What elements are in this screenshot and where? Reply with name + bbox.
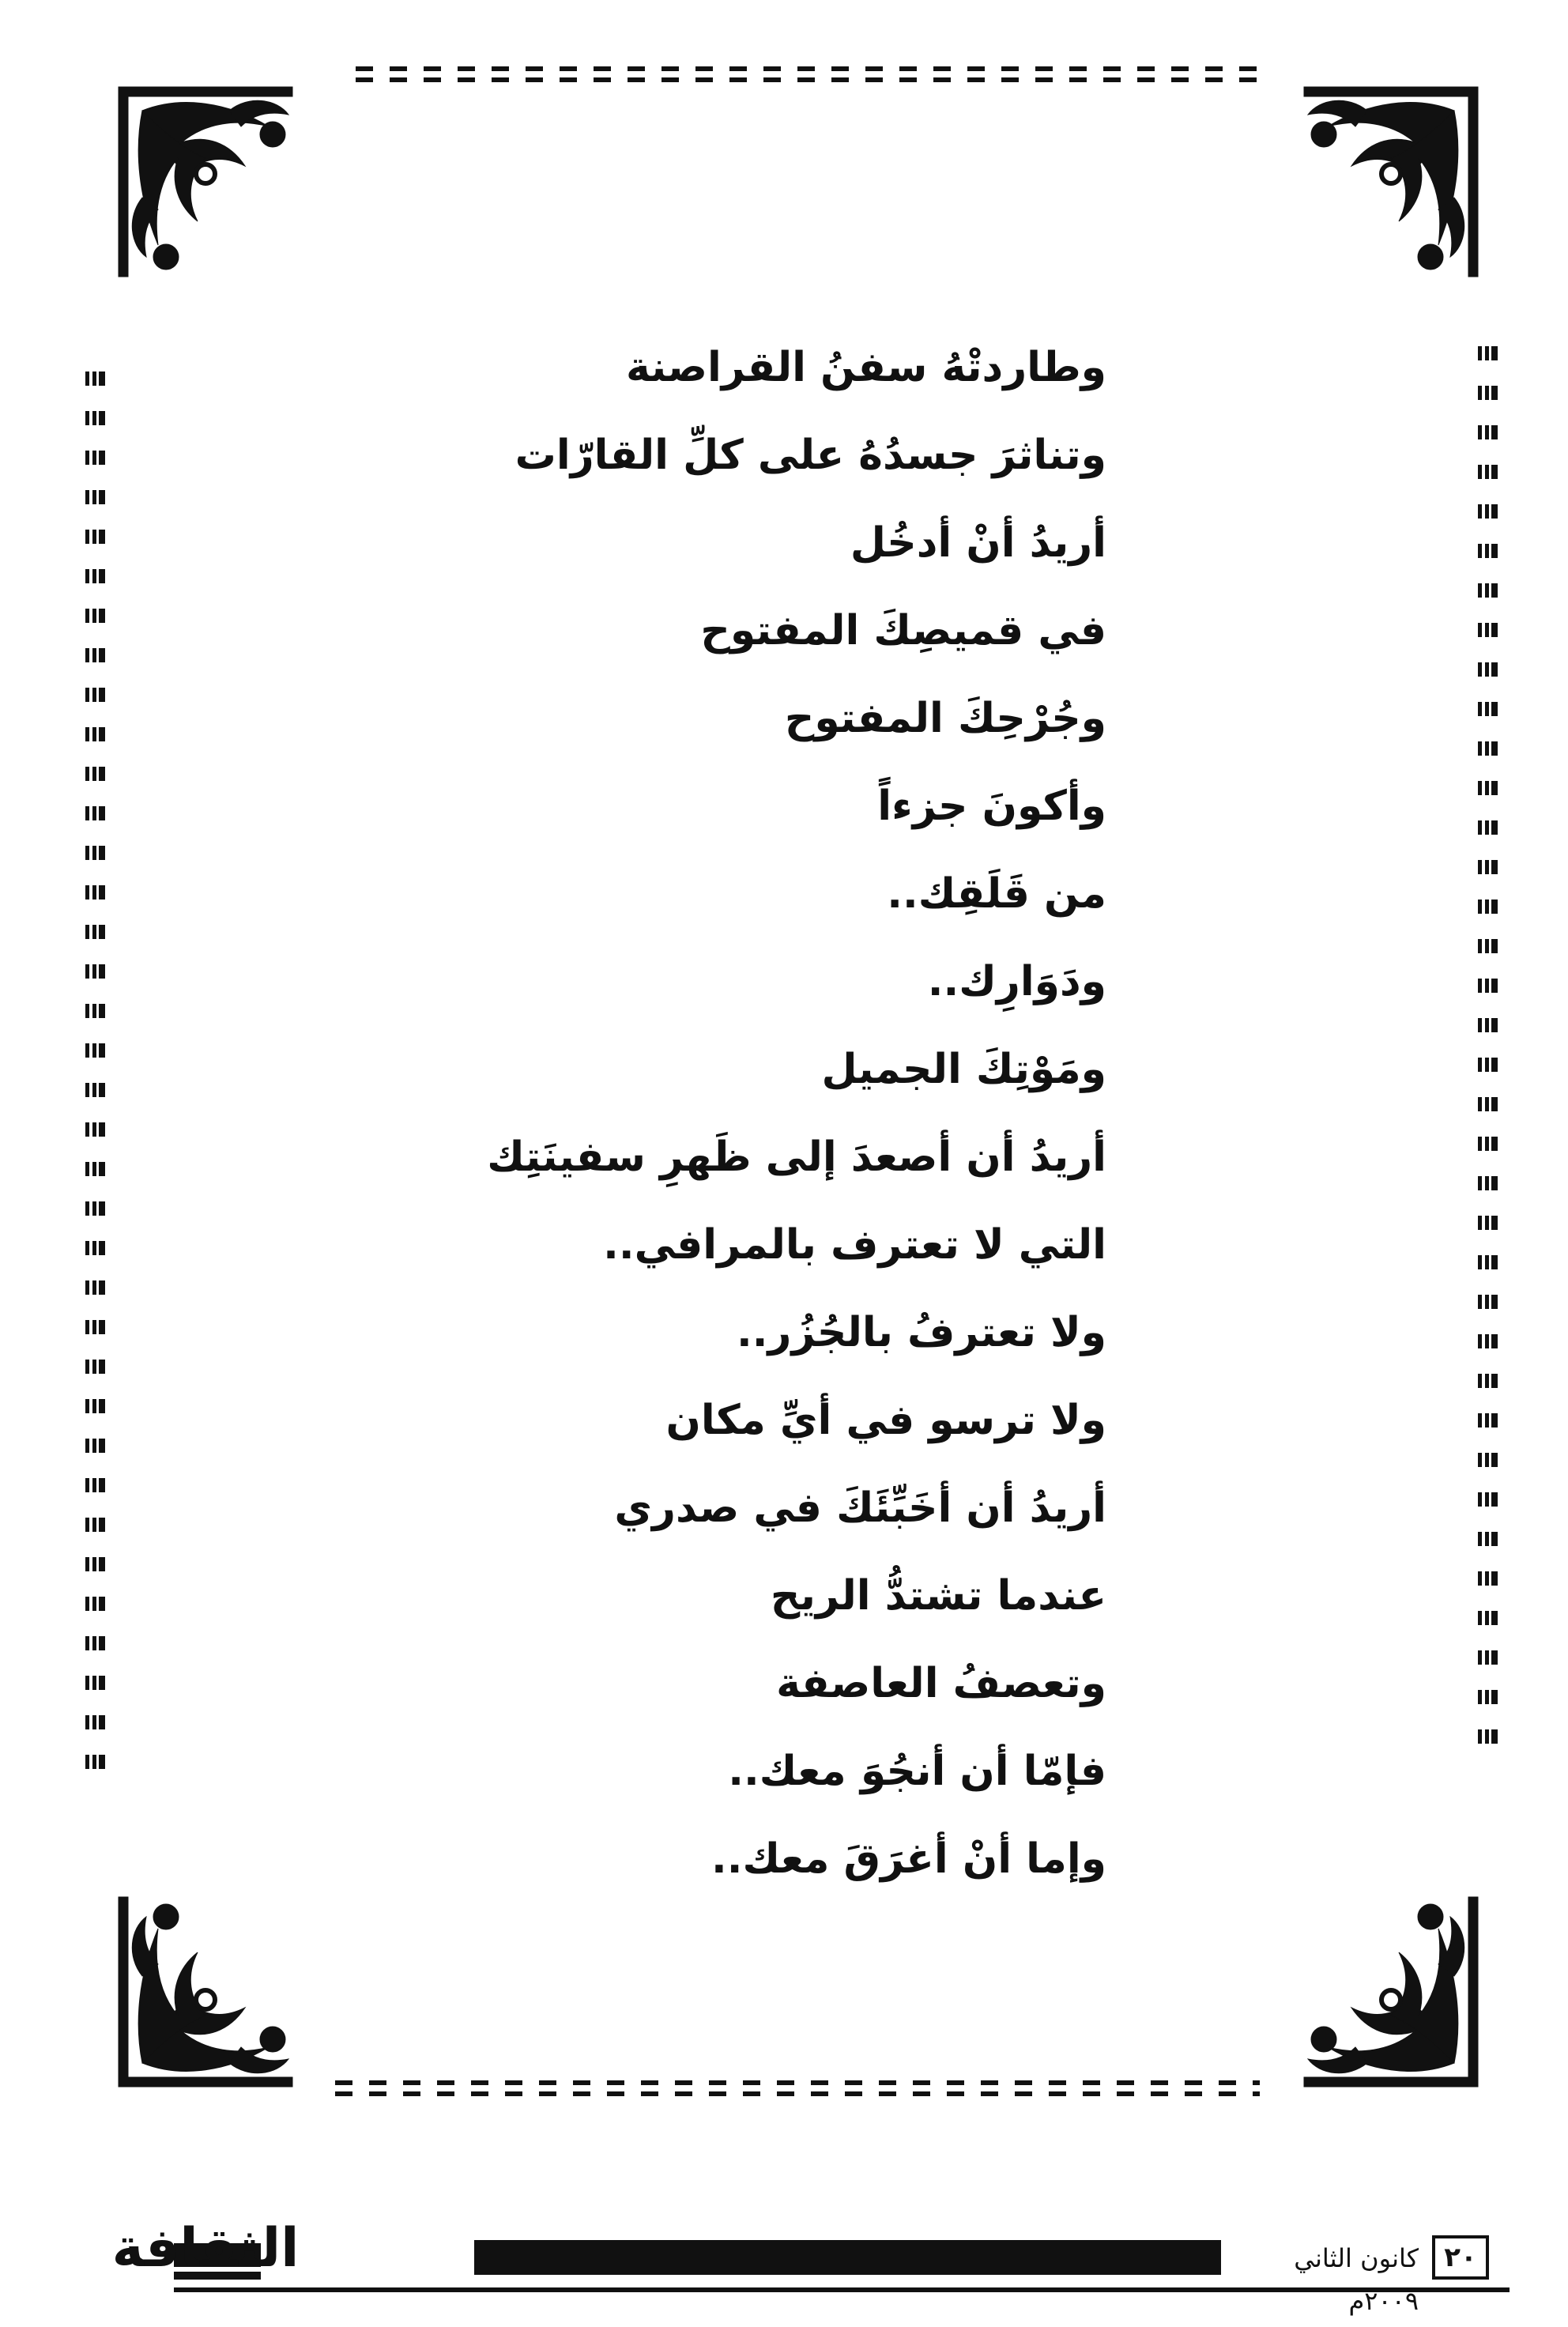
floral-corner-ornament-icon [1296, 79, 1486, 285]
magazine-name: الثقافة [111, 2217, 300, 2280]
top-dashed-border [356, 65, 1257, 84]
poem-line: ولا تعترفُ بالجُزُر.. [737, 1309, 1106, 1356]
poem-line: عندما تشتدُّ الريح [770, 1572, 1106, 1620]
footer-rule [174, 2287, 1510, 2292]
poem-line: فإمّا أن أنجُوَ معك.. [728, 1748, 1106, 1795]
poem-line: وتناثرَ جسدُهُ على كلِّ القارّات [514, 432, 1106, 479]
poem-line: وجُرْحِكَ المفتوح [784, 695, 1106, 742]
right-vertical-border [1478, 346, 1498, 1761]
poem-line: وأكونَ جزءاً [877, 783, 1106, 830]
floral-corner-ornament-icon [111, 79, 300, 285]
poem-line: في قميصِكَ المفتوح [700, 607, 1106, 654]
floral-corner-ornament-icon [1296, 1889, 1486, 2095]
poem-line: التي لا تعترف بالمرافي.. [603, 1221, 1106, 1269]
poem-line: ولا ترسو في أيِّ مكان [665, 1397, 1106, 1444]
footer-bar [474, 2240, 1221, 2275]
issue-date: كانون الثاني ٢٠٠٩م [1294, 2243, 1419, 2316]
poem-line: أريدُ أن أخَبِّئَكَ في صدري [614, 1484, 1106, 1532]
poem-line: أريدُ أنْ أدخُل [850, 519, 1106, 567]
left-vertical-border [85, 371, 106, 1786]
poem-line: أريدُ أن أصعدَ إلى ظَهرِ سفينَتِك [487, 1133, 1106, 1181]
poem-body [237, 324, 1106, 1903]
poem-line: وإما أنْ أغرَقَ معك.. [710, 1835, 1106, 1883]
bottom-dashed-border [335, 2079, 1260, 2098]
poem-line: من قَلَقِك.. [887, 870, 1106, 918]
poem-line: ومَوْتِكَ الجميل [821, 1046, 1106, 1093]
poem-line: وتعصفُ العاصفة [776, 1660, 1106, 1707]
poem-line: ودَوَارِك.. [927, 958, 1106, 1005]
floral-corner-ornament-icon [111, 1889, 300, 2095]
page-number: ٢٠ [1432, 2235, 1489, 2280]
poem-line: وطاردتْهُ سفنُ القراصنة [625, 344, 1106, 391]
